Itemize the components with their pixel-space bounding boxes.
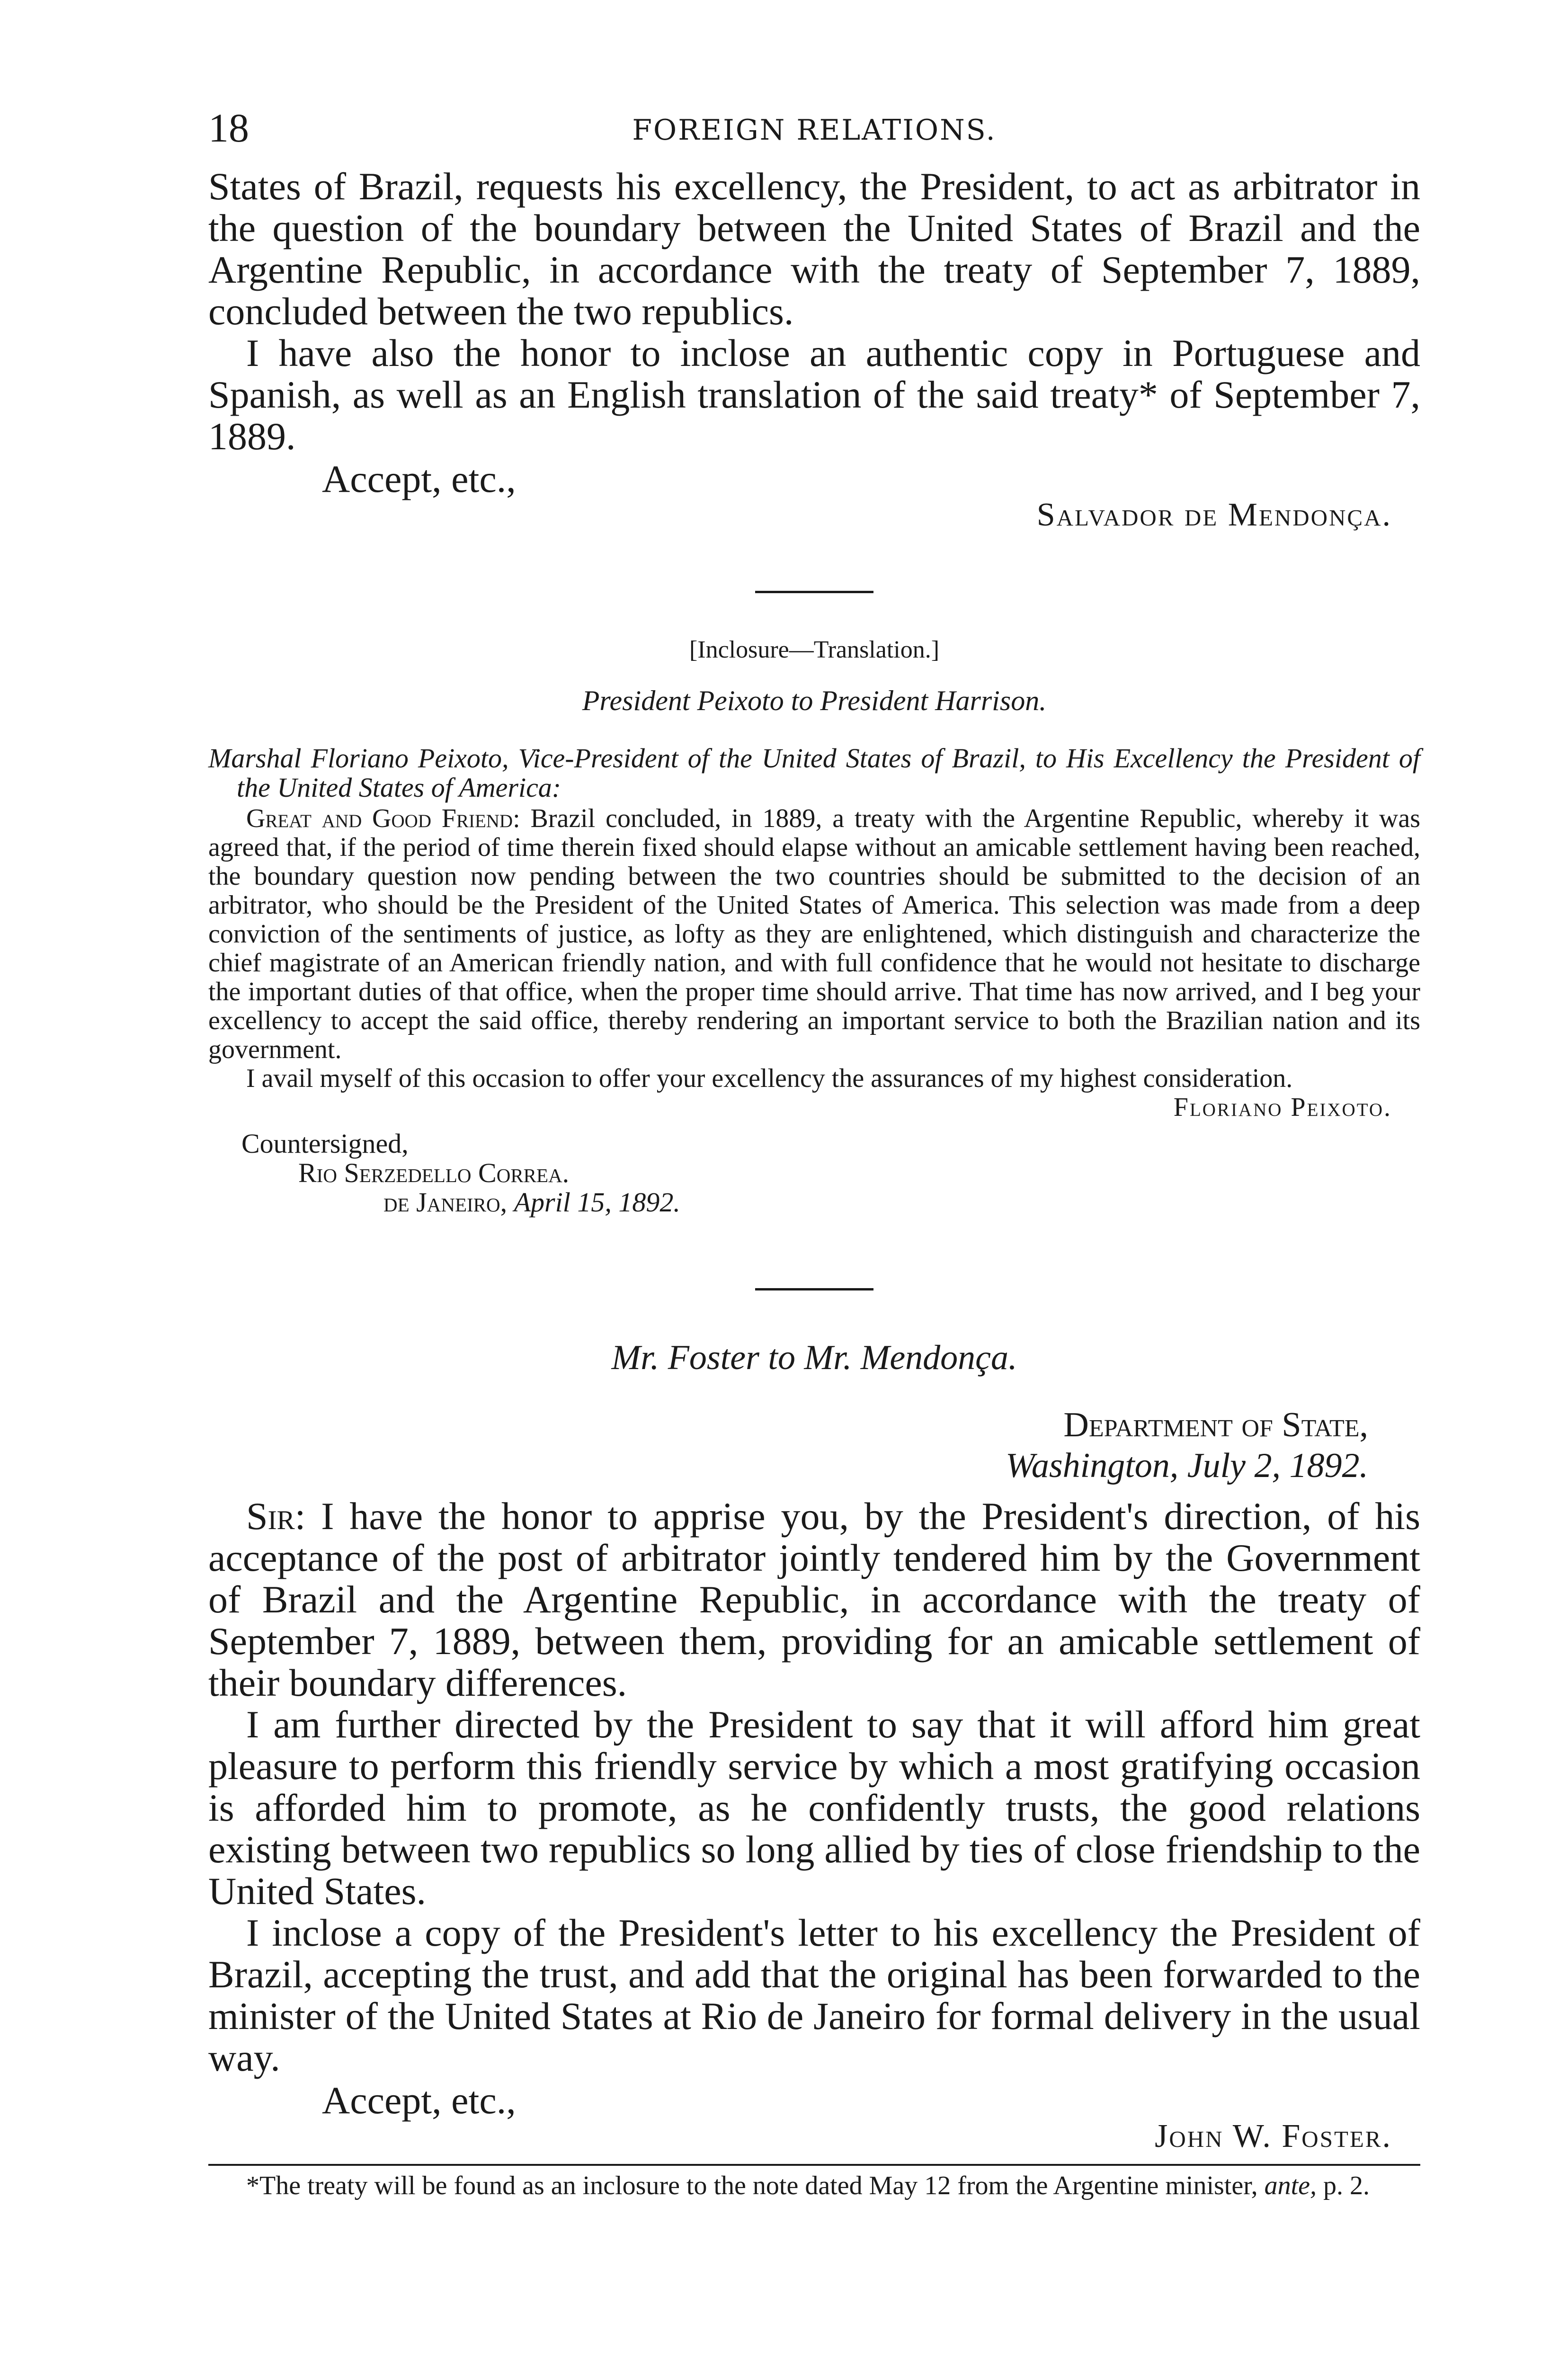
footnote-page-ref: p. 2.	[1323, 2171, 1370, 2200]
letter-mendonca-body	[208, 166, 1420, 457]
page-header	[208, 95, 1420, 166]
letter2-paragraph-1: I have the honor to apprise you, by the President's direction, of his acceptance of the post of arbitrator jointly tendered him by the Government of Brazil and the Argentine Republic, in accordance with the treaty of September 7, 1889, between them, providing for an amicable settlement of their boundary differences.	[208, 1495, 1420, 1704]
place-suffix: de Janeiro,	[383, 1187, 508, 1218]
countersigned-name: Serzedello Correa.	[344, 1157, 570, 1188]
inclosure-title: President Peixoto to President Harrison.	[582, 685, 1047, 716]
place-prefix: Rio	[298, 1157, 337, 1188]
running-head: FOREIGN RELATIONS.	[632, 114, 997, 147]
inclosure-body	[208, 804, 1420, 1093]
letter1-paragraph-1: States of Brazil, requests his excellency, the President, to act as arbitrator in the question of the boundary between the United States of Brazil and the Argentine Republic, in accordance with the treaty of September 7, 1889, concluded between the two republics.	[208, 165, 1420, 333]
footnote	[208, 2171, 1420, 2201]
letter-foster-body	[208, 1495, 1420, 2079]
page-number: 18	[208, 105, 249, 151]
document-page	[208, 95, 1420, 2201]
countersigned-name-line	[208, 1158, 1420, 1188]
inclosure-signature: Floriano Peixoto.	[1173, 1093, 1392, 1122]
inclosure-label: [Inclosure—Translation.]	[689, 636, 940, 663]
inclosure-address: Marshal Floriano Peixoto, Vice-President of the United States of Brazil, to His Excellency the President of the United States of America:	[208, 743, 1420, 803]
letter1-paragraph-2: I have also the honor to inclose an authentic copy in Portuguese and Spanish, as well as an English translation of the said treaty* of September 7, 1889.	[208, 331, 1420, 458]
inclosure-salutation: Great and Good Friend:	[246, 804, 520, 833]
countersigned-label: Countersigned,	[241, 1128, 409, 1159]
department-name: Department of State,	[1063, 1406, 1368, 1444]
footnote-ante: ante,	[1264, 2171, 1317, 2200]
footnote-text: *The treaty will be found as an inclosure to the note dated May 12 from the Argentine minister,	[246, 2171, 1258, 2200]
letter1-closing: Accept, etc.,	[322, 457, 516, 500]
inclosure-date: April 15, 1892.	[514, 1187, 680, 1218]
dateline	[208, 1405, 1420, 1486]
inclosure-paragraph-1: Brazil concluded, in 1889, a treaty with the Argentine Republic, whereby it was agreed that, if the period of time therein fixed should elapse without an amicable settlement having been reached, the boundary question now pending between the two countries should be submitted to the decision of an arbitrator, who should be the President of the United States of America. This selection was made from a deep conviction of the sentiments of justice, as lofty as they are enlightened, which distinguish and characterize the chief magistrate of an American friendly nation, and with full confidence that he would not hesitate to discharge the important duties of that office, when the proper time should arrive. That time has now arrived, and I beg your excellency to accept the said office, thereby rendering an important service to both the Brazilian nation and its government.	[208, 804, 1420, 1064]
letter2-closing: Accept, etc.,	[322, 2079, 516, 2122]
letter2-signature: John W. Foster.	[1155, 2118, 1392, 2154]
letter2-salutation: Sir:	[246, 1495, 306, 1538]
inclosure-paragraph-2: I avail myself of this occasion to offer your excellency the assurances of my highest consideration.	[246, 1064, 1293, 1093]
letter2-title: Mr. Foster to Mr. Mendonça.	[611, 1338, 1017, 1377]
place-date: Washington, July 2, 1892.	[1005, 1446, 1368, 1485]
countersignature-block	[208, 1129, 1420, 1217]
letter2-paragraph-3: I inclose a copy of the President's letter to his excellency the President of Brazil, accepting the trust, and add that the original has been forwarded to the minister of the United States at Rio de Janeiro for formal delivery in the usual way.	[208, 1911, 1420, 2079]
letter2-paragraph-2: I am further directed by the President to say that it will afford him great pleasure to perform this friendly service by which a most gratifying occasion is afforded him to promote, as he confidently trusts, the good relations existing between two republics so long allied by ties of close friendship to the United States.	[208, 1703, 1420, 1913]
letter1-signature: Salvador de Mendonça.	[1036, 497, 1392, 533]
